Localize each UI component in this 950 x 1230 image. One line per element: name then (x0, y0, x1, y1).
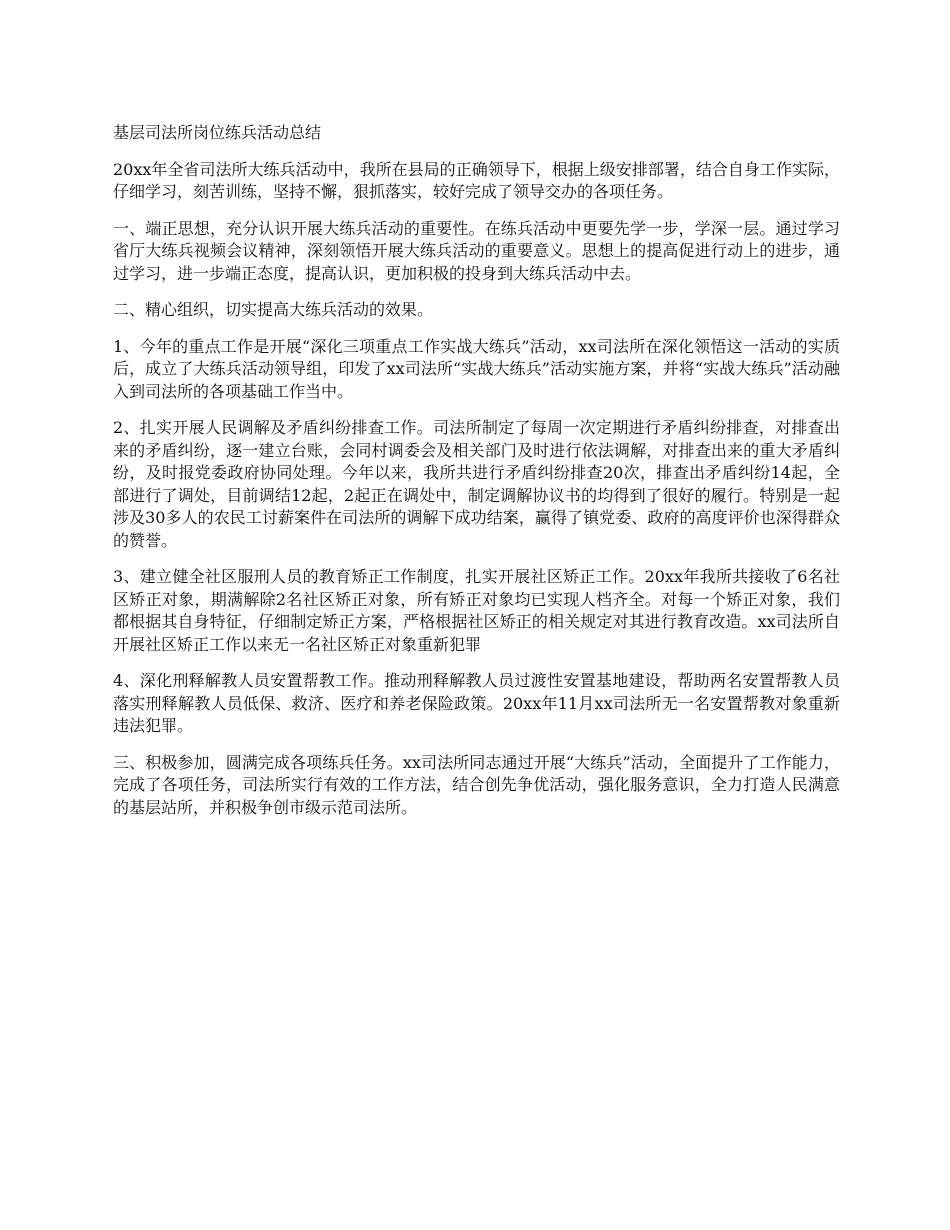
paragraph-item-2: 2、扎实开展人民调解及矛盾纠纷排查工作。司法所制定了每周一次定期进行矛盾纠纷排查，对排查出来的矛盾纠纷，逐一建立台账，会同村调委会及相关部门及时进行依法调解，对排查出来的重大矛盾纠纷，及时报党委政府协同处理。今年以来，我所共进行矛盾纠纷排查20次，排查出矛盾纠纷14起，全部进行了调处，目前调结12起，2起正在调处中，制定调解协议书的均得到了很好的履行。特别是一起涉及30多人的农民工讨薪案件在司法所的调解下成功结案，赢得了镇党委、政府的高度评价也深得群众的赞誉。 (113, 418, 840, 550)
paragraph-section-1: 一、端正思想，充分认识开展大练兵活动的重要性。在练兵活动中更要先学一步，学深一层。通过学习省厅大练兵视频会议精神，深刻领悟开展大练兵活动的重要意义。思想上的提高促进行动上的进步，通过学习，进一步端正态度，提高认识，更加积极的投身到大练兵活动中去。 (113, 218, 840, 283)
paragraph-item-3: 3、建立健全社区服刑人员的教育矫正工作制度，扎实开展社区矫正工作。20xx年我所共接收了6名社区矫正对象，期满解除2名社区矫正对象，所有矫正对象均已实现人档齐全。对每一个矫正对象，我们都根据其自身特征，仔细制定矫正方案，严格根据社区矫正的相关规定对其进行教育改造。xx司法所自开展社区矫正工作以来无一名社区矫正对象重新犯罪 (113, 567, 840, 654)
paragraph-section-2-heading: 二、精心组织，切实提高大练兵活动的效果。 (113, 300, 434, 319)
document-body (113, 122, 840, 833)
paragraph-section-3: 三、积极参加，圆满完成各项练兵任务。xx司法所同志通过开展“大练兵”活动，全面提升了工作能力，完成了各项任务，司法所实行有效的工作方法，结合创先争优活动，强化服务意识，全力打造人民满意的基层站所，并积极争创市级示范司法所。 (113, 752, 840, 817)
paragraph-item-1: 1、今年的重点工作是开展“深化三项重点工作实战大练兵”活动，xx司法所在深化领悟这一活动的实质后，成立了大练兵活动领导组，印发了xx司法所“实战大练兵”活动实施方案，并将“实战大练兵”活动融入到司法所的各项基础工作当中。 (113, 336, 840, 401)
paragraph-intro: 20xx年全省司法所大练兵活动中，我所在县局的正确领导下，根据上级安排部署，结合自身工作实际，仔细学习，刻苦训练，坚持不懈，狠抓落实，较好完成了领导交办的各项任务。 (113, 159, 840, 201)
paragraph-item-4: 4、深化刑释解教人员安置帮教工作。推动刑释解教人员过渡性安置基地建设，帮助两名安置帮教人员落实刑释解教人员低保、救济、医疗和养老保险政策。20xx年11月xx司法所无一名安置帮教对象重新违法犯罪。 (113, 671, 840, 735)
document-title: 基层司法所岗位练兵活动总结 (113, 123, 322, 142)
